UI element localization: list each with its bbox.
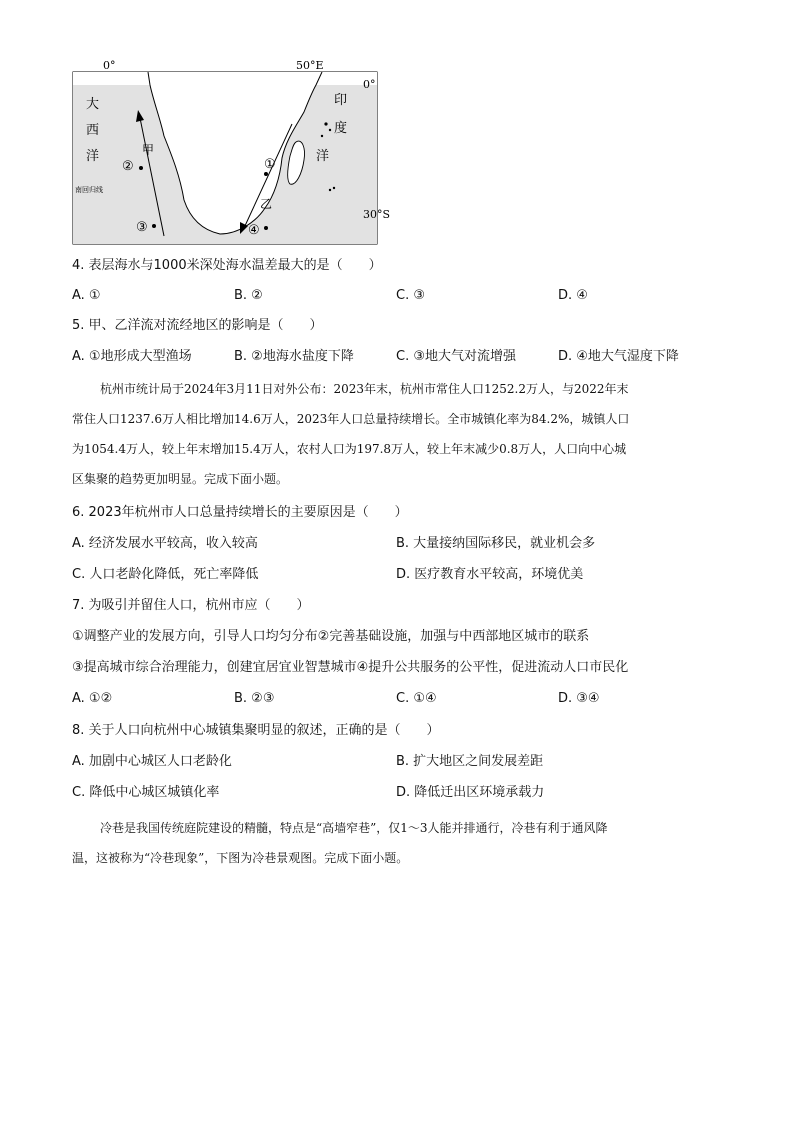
island-dot (329, 189, 331, 191)
question-7-option-d: D. ③④ (558, 691, 600, 706)
point-3-dot (152, 224, 156, 228)
label-atlantic-2: 西 (86, 123, 100, 138)
africa-ocean-current-map (60, 58, 400, 248)
question-6-option-a: A. 经济发展水平较高，收入较高 (72, 536, 258, 551)
label-current-yi: 乙 (260, 197, 273, 211)
question-5-option-d: D. ④地大气湿度下降 (558, 349, 679, 364)
question-8-option-c: C. 降低中心城区城镇化率 (72, 785, 220, 800)
passage-lengxiang (72, 813, 722, 873)
label-point-3: ③ (136, 220, 148, 235)
label-lon-50e: 50°E (296, 59, 324, 72)
question-8-option-d: D. 降低迁出区环境承载力 (396, 785, 545, 800)
passage-lengxiang-line-2: 温，这被称为“冷巷现象”，下图为冷巷景观图。完成下面小题。 (72, 851, 409, 865)
label-atlantic-3: 洋 (86, 149, 100, 164)
question-4-option-b: B. ② (234, 288, 263, 303)
question-6-option-b: B. 大量接纳国际移民，就业机会多 (396, 536, 596, 551)
question-5-stem: 5. 甲、乙洋流对流经地区的影响是（ ） (72, 318, 323, 333)
question-4-option-d: D. ④ (558, 288, 588, 303)
island-dot (321, 135, 323, 137)
question-5-option-a: A. ①地形成大型渔场 (72, 349, 192, 364)
passage-hangzhou-line-1: 杭州市统计局于2024年3月11日对外公布：2023年末，杭州市常住人口1252.2万人，与2022年末 (100, 382, 629, 396)
label-indian-2: 度 (334, 121, 348, 136)
passage-hangzhou-line-4: 区集聚的趋势更加明显。完成下面小题。 (72, 472, 289, 486)
question-4-stem: 4. 表层海水与1000米深处海水温差最大的是（ ） (72, 258, 382, 273)
label-lon-0: 0° (103, 59, 116, 72)
passage-hangzhou-line-3: 为1054.4万人，较上年末增加15.4万人，农村人口为197.8万人，较上年末减少0.8万人，人口向中心城 (72, 442, 627, 456)
question-7-option-a: A. ①② (72, 691, 113, 706)
question-7-statements-2: ③提高城市综合治理能力，创建宜居宜业智慧城市④提升公共服务的公平性，促进流动人口市民化 (72, 660, 629, 675)
label-point-4: ④ (248, 223, 260, 238)
label-current-jia: 甲 (142, 143, 155, 157)
island-dot (329, 129, 331, 131)
label-indian-1: 印 (334, 93, 348, 108)
passage-lengxiang-line-1: 冷巷是我国传统庭院建设的精髓，特点是“高墙窄巷”，仅1～3人能并排通行，冷巷有利于通风降 (100, 821, 608, 835)
label-point-1: ① (264, 157, 276, 172)
question-7-option-b: B. ②③ (234, 691, 275, 706)
question-8-option-a: A. 加剧中心城区人口老龄化 (72, 754, 232, 769)
question-4-option-c: C. ③ (396, 288, 425, 303)
label-tropic: 南回归线 (75, 186, 103, 194)
question-8-option-b: B. 扩大地区之间发展差距 (396, 754, 544, 769)
label-point-2: ② (122, 159, 134, 174)
point-4-dot (264, 226, 268, 230)
label-lat-0: 0° (363, 78, 376, 91)
question-6-stem: 6. 2023年杭州市人口总量持续增长的主要原因是（ ） (72, 505, 408, 520)
label-indian-3: 洋 (316, 149, 330, 164)
point-1-dot (264, 172, 268, 176)
passage-hangzhou-line-2: 常住人口1237.6万人相比增加14.6万人，2023年人口总量持续增长。全市城镇化率为84.2%，城镇人口 (72, 412, 630, 426)
question-5-option-c: C. ③地大气对流增强 (396, 349, 516, 364)
island-dot (324, 122, 327, 125)
question-7-statements-1: ①调整产业的发展方向，引导人口均匀分布②完善基础设施，加强与中西部地区城市的联系 (72, 629, 590, 644)
label-atlantic-1: 大 (86, 97, 100, 112)
point-2-dot (139, 166, 143, 170)
label-lat-30s: 30°S (363, 208, 391, 221)
question-6-option-d: D. 医疗教育水平较高，环境优美 (396, 567, 584, 582)
question-6-option-c: C. 人口老龄化降低，死亡率降低 (72, 567, 259, 582)
question-7-stem: 7. 为吸引并留住人口，杭州市应（ ） (72, 598, 310, 613)
question-8-stem: 8. 关于人口向杭州中心城镇集聚明显的叙述，正确的是（ ） (72, 723, 440, 738)
passage-hangzhou (72, 374, 722, 494)
island-dot (333, 187, 335, 189)
question-7-option-c: C. ①④ (396, 691, 437, 706)
question-4-option-a: A. ① (72, 288, 101, 303)
question-5-option-b: B. ②地海水盐度下降 (234, 349, 354, 364)
